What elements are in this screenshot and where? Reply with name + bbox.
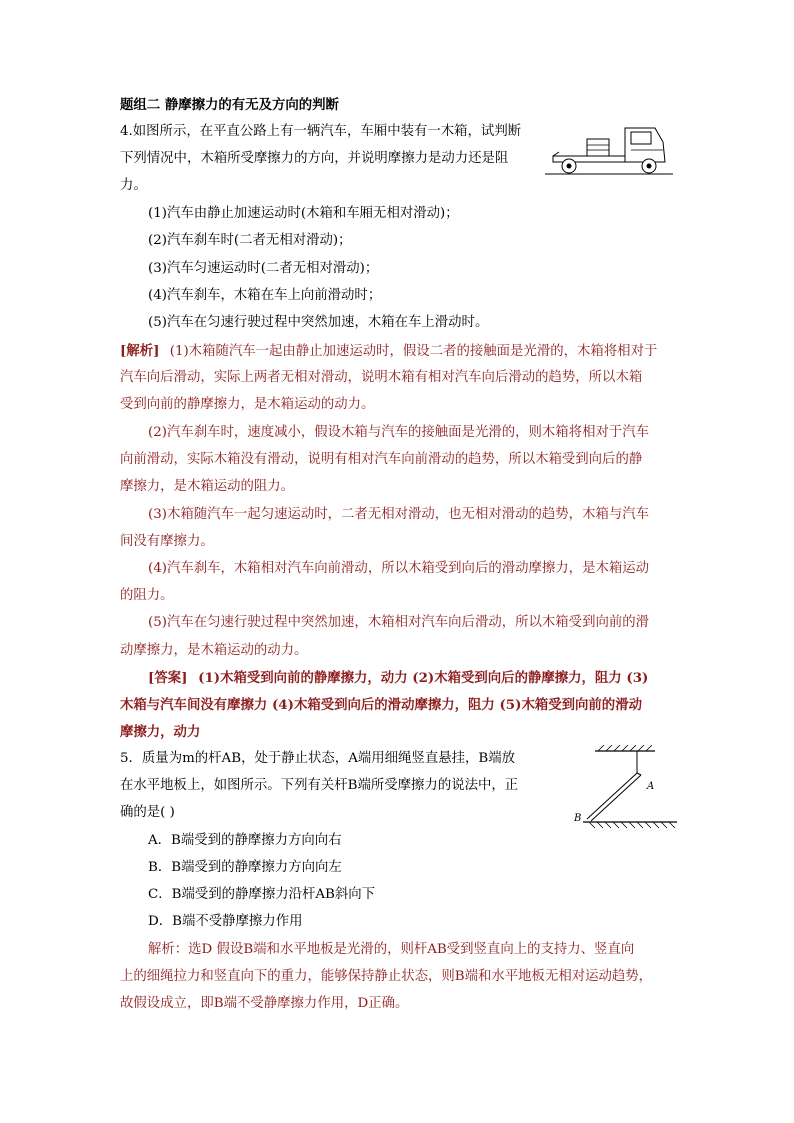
q5-option-b: B．B端受到的静摩擦力方向向左 [148, 860, 342, 875]
q4-item-1: (1)汽车由静止加速运动时(木箱和车厢无相对滑动)； [148, 206, 459, 221]
answer-line-3: 摩擦力，动力 [120, 724, 201, 740]
analysis-p1-line-3: 受到向前的静摩擦力，是木箱运动的动力。 [120, 397, 375, 412]
analysis-p3-line-1: (3)木箱随汽车一起匀速运动时，二者无相对滑动，也无相对滑动的趋势，木箱与汽车 [148, 507, 650, 522]
q4-stem-line-2: 下列情况中，木箱所受摩擦力的方向，并说明摩擦力是动力还是阻 [120, 151, 509, 166]
q5-analysis-line-2: 上的细绳拉力和竖直向下的重力，能够保持静止状态，则B端和水平地板无相对运动趋势， [120, 969, 653, 984]
analysis-p4-line-2: 的阻力。 [120, 588, 174, 603]
rod-edge-2 [591, 775, 641, 821]
group-title: 题组二 静摩擦力的有无及方向的判断 [120, 97, 339, 113]
label-a: A [647, 781, 655, 792]
q5-option-c: C．B端受到的静摩擦力沿杆AB斜向下 [148, 887, 376, 902]
analysis-p2-line-1: (2)汽车刹车时，速度减小，假设木箱与汽车的接触面是光滑的，则木箱将相对于汽车 [148, 425, 650, 440]
q4-stem-line-1: 4.如图所示，在平直公路上有一辆汽车，车厢中装有一木箱，试判断 [120, 124, 522, 139]
q4-item-2: (2)汽车刹车时(二者无相对滑动)； [148, 233, 352, 248]
analysis-p3-line-2: 间没有摩擦力。 [120, 534, 214, 549]
crate [587, 139, 609, 156]
answer-tag: [答案] [148, 670, 188, 686]
q5-stem-line-2: 在水平地板上，如图所示。下列有关杆B端所受摩擦力的说法中，正 [120, 778, 519, 793]
q4-item-4: (4)汽车刹车，木箱在车上向前滑动时； [148, 288, 382, 303]
rod-figure [565, 745, 685, 830]
analysis-p1-line-1: [解析] (1)木箱随汽车一起由静止加速运动时，假设二者的接触面是光滑的，木箱将相对于 [120, 343, 658, 359]
answer-line-2: 木箱与汽车间没有摩擦力 (4)木箱受到向后的滑动摩擦力，阻力 (5)木箱受到向前的滑动 [120, 697, 642, 713]
cab-window [631, 132, 651, 144]
analysis-p2-line-2: 向前滑动，实际木箱没有滑动，说明有相对汽车向前滑动的趋势，所以木箱受到向后的静 [120, 452, 643, 467]
analysis-p1-line-2: 汽车向后滑动，实际上两者无相对滑动，说明木箱有相对汽车向后滑动的趋势，所以木箱 [120, 370, 643, 385]
analysis-p5-line-1: (5)汽车在匀速行驶过程中突然加速，木箱相对汽车向后滑动，所以木箱受到向前的滑 [148, 615, 650, 630]
q5-option-a: A．B端受到的静摩擦力方向向右 [148, 833, 342, 848]
q5-option-d: D．B端不受静摩擦力作用 [148, 914, 303, 929]
truck-figure [545, 120, 675, 178]
analysis-p2-line-3: 摩擦力，是木箱运动的阻力。 [120, 479, 295, 494]
analysis-tag: [解析] [120, 343, 160, 359]
q5-analysis-line-3: 故假设成立，即B端不受静摩擦力作用，D正确。 [120, 996, 409, 1011]
q4-item-5: (5)汽车在匀速行驶过程中突然加速，木箱在车上滑动时。 [148, 315, 489, 330]
label-b: B [574, 813, 582, 824]
analysis-p4-line-1: (4)汽车刹车，木箱相对汽车向前滑动，所以木箱受到向后的滑动摩擦力，是木箱运动 [148, 561, 650, 576]
rod-edge-1 [587, 773, 637, 819]
q5-stem-line-3: 确的是( ) [120, 805, 175, 820]
q5-stem-line-1: 5．质量为m的杆AB，处于静止状态，A端用细绳竖直悬挂，B端放 [120, 751, 516, 766]
analysis-p5-line-2: 动摩擦力，是木箱运动的动力。 [120, 643, 308, 658]
answer-line-1: [答案] (1)木箱受到向前的静摩擦力，动力 (2)木箱受到向后的静摩擦力，阻力 (3) [148, 670, 649, 686]
q4-item-3: (3)汽车匀速运动时(二者无相对滑动)； [148, 261, 379, 276]
q4-stem-line-3: 力。 [120, 178, 147, 193]
q5-analysis-line-1: 解析：选D 假设B端和水平地板是光滑的，则杆AB受到竖直向上的支持力、竖直向 [148, 942, 635, 957]
